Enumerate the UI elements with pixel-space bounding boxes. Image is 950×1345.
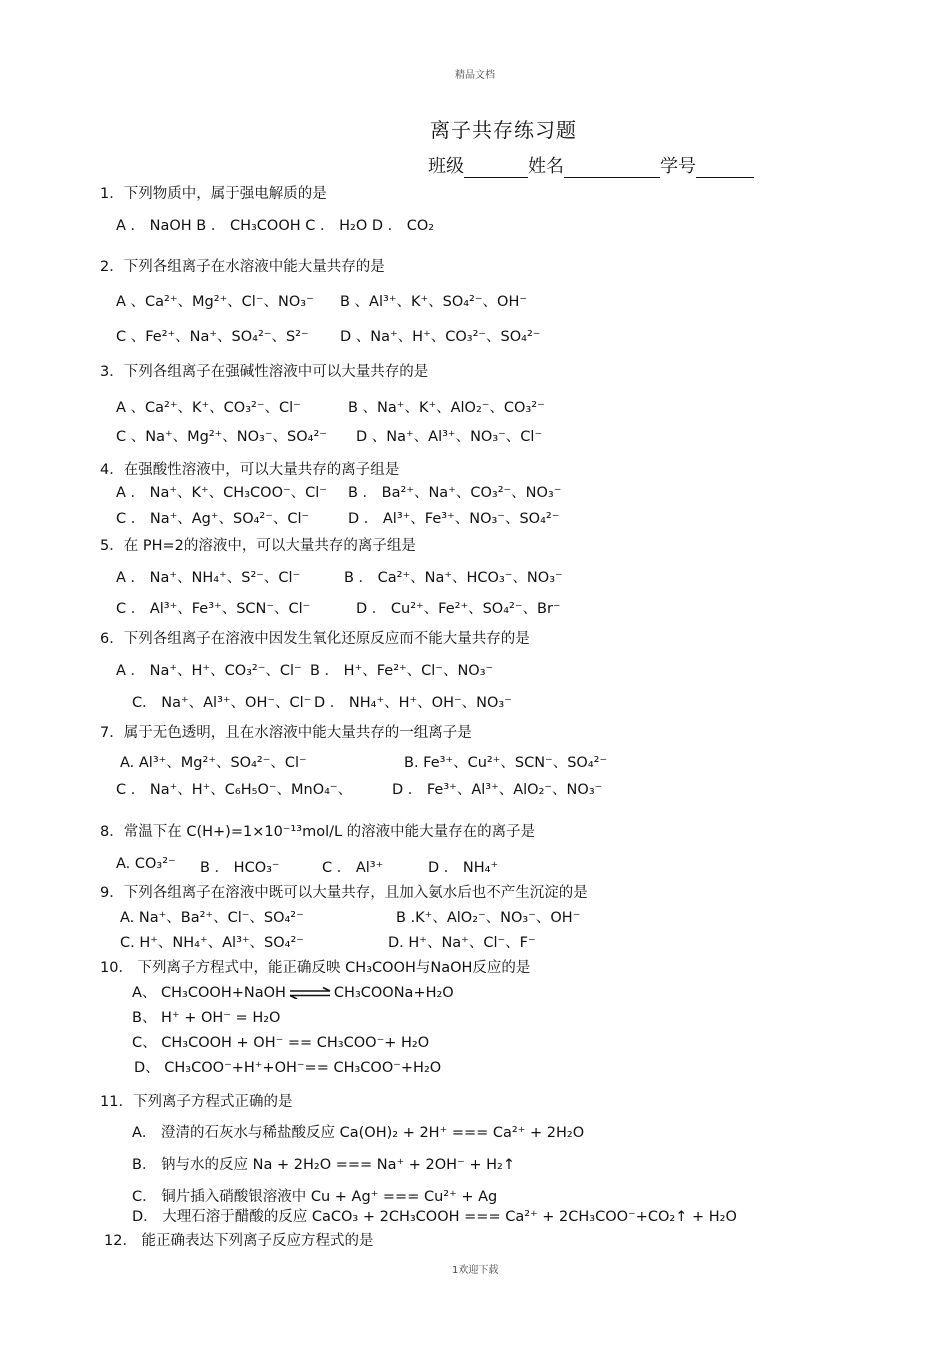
question-option: A. Na⁺、Ba²⁺、Cl⁻、SO₄²⁻ [120,910,304,926]
question-option: B. Fe³⁺、Cu²⁺、SCN⁻、SO₄²⁻ [404,755,608,771]
question-option: D ． NH₄⁺ [428,860,499,876]
name-blank[interactable] [564,159,660,178]
question-option: A. CO₃²⁻ [116,856,176,872]
class-blank[interactable] [464,159,528,178]
question-option: D ． Al³⁺、Fe³⁺、NO₃⁻、SO₄²⁻ [348,511,560,527]
question-stem: 7．属于无色透明，且在水溶液中能大量共存的一组离子是 [100,725,472,741]
question-stem: 2．下列各组离子在水溶液中能大量共存的是 [100,259,385,275]
question-stem: 11．下列离子方程式正确的是 [100,1094,293,1110]
name-label: 姓名 [528,156,564,177]
question-stem: 12． 能正确表达下列离子反应方程式的是 [104,1233,374,1249]
question-option: B ． Ca²⁺、Na⁺、HCO₃⁻、NO₃⁻ [344,570,563,586]
question-option: C 、Fe²⁺、Na⁺、SO₄²⁻、S²⁻ [116,329,309,345]
question-option: A ． Na⁺、H⁺、CO₃²⁻、Cl⁻ [116,663,302,679]
page-header: 精品文档 [455,70,495,81]
question-option: D. H⁺、Na⁺、Cl⁻、F⁻ [388,935,536,951]
question-option: D． 大理石溶于醋酸的反应 CaCO₃ + 2CH₃COOH === Ca²⁺ + 2CH₃COO⁻+CO₂↑ + H₂O [132,1209,737,1225]
question-option: D ． Fe³⁺、Al³⁺、AlO₂⁻、NO₃⁻ [392,782,603,798]
question-option: A. Al³⁺、Mg²⁺、SO₄²⁻、Cl⁻ [120,755,307,771]
question-option: C 、Na⁺、Mg²⁺、NO₃⁻、SO₄²⁻ [116,429,327,445]
question-option: B .K⁺、AlO₂⁻、NO₃⁻、OH⁻ [396,910,581,926]
question-option: D、 CH₃COO⁻+H⁺+OH⁻== CH₃COO⁻+H₂O [134,1060,442,1076]
question-option: C ． Na⁺、H⁺、C₆H₅O⁻、MnO₄⁻、 [116,782,353,798]
question-option: B 、Na⁺、K⁺、AlO₂⁻、CO₃²⁻ [348,400,545,416]
question-stem: 6．下列各组离子在溶液中因发生氧化还原反应而不能大量共存的是 [100,631,530,647]
student-info [428,152,754,178]
question-option: B． 钠与水的反应 Na + 2H₂O === Na⁺ + 2OH⁻ + H₂↑ [132,1157,515,1173]
question-stem: 10． 下列离子方程式中，能正确反映 CH₃COOH与NaOH反应的是 [100,960,531,976]
question-option: B 、Al³⁺、K⁺、SO₄²⁻、OH⁻ [340,294,527,310]
equation-left: A、 CH₃COOH+NaOH [132,985,286,1001]
class-label: 班级 [428,156,464,177]
id-label: 学号 [660,156,696,177]
question-option: A 、Ca²⁺、Mg²⁺、Cl⁻、NO₃⁻ [116,294,314,310]
question-option: C. H⁺、NH₄⁺、Al³⁺、SO₄²⁻ [120,935,304,951]
question-option: B、 H⁺ + OH⁻ = H₂O [132,1010,281,1026]
question-option: B ． HCO₃⁻ [200,860,280,876]
question-option: C． 铜片插入硝酸银溶液中 Cu + Ag⁺ === Cu²⁺ + Ag [132,1189,498,1205]
question-option: A． 澄清的石灰水与稀盐酸反应 Ca(OH)₂ + 2H⁺ === Ca²⁺ + 2H₂O [132,1125,585,1141]
question-option: C、 CH₃COOH + OH⁻ == CH₃COO⁻+ H₂O [132,1035,430,1051]
question-stem: 1．下列物质中，属于强电解质的是 [100,186,327,202]
question-option [132,981,454,1002]
question-option: A 、Ca²⁺、K⁺、CO₃²⁻、Cl⁻ [116,400,301,416]
id-blank[interactable] [696,159,754,178]
page-title: 离子共存练习题 [430,118,577,142]
equation-right: CH₃COONa+H₂O [333,985,454,1001]
question-option: A ． NaOH B ． CH₃COOH C ． H₂O D ． CO₂ [116,218,435,234]
question-option: C ． Na⁺、Ag⁺、SO₄²⁻、Cl⁻ [116,511,310,527]
question-option: C ． Al³⁺ [322,860,384,876]
question-option: D ． NH₄⁺、H⁺、OH⁻、NO₃⁻ [314,695,512,711]
question-option: B ． Ba²⁺、Na⁺、CO₃²⁻、NO₃⁻ [348,485,562,501]
question-stem: 3．下列各组离子在强碱性溶液中可以大量共存的是 [100,364,429,380]
question-stem: 4．在强酸性溶液中，可以大量共存的离子组是 [100,462,400,478]
question-option: D 、Na⁺、H⁺、CO₃²⁻、SO₄²⁻ [340,329,541,345]
question-option: D 、Na⁺、Al³⁺、NO₃⁻、Cl⁻ [356,429,543,445]
question-option: A ． Na⁺、NH₄⁺、S²⁻、Cl⁻ [116,570,301,586]
equilibrium-arrow-icon [288,987,332,999]
question-stem: 8．常温下在 C(H+)=1×10⁻¹³mol/L 的溶液中能大量存在的离子是 [100,824,536,840]
question-stem: 9．下列各组离子在溶液中既可以大量共存，且加入氨水后也不产生沉淀的是 [100,885,588,901]
question-stem: 5．在 PH=2的溶液中，可以大量共存的离子组是 [100,538,416,554]
question-option: D ． Cu²⁺、Fe²⁺、SO₄²⁻、Br⁻ [356,601,561,617]
page-footer: 1欢迎下载 [452,1265,499,1276]
question-option: A ． Na⁺、K⁺、CH₃COO⁻、Cl⁻ [116,485,327,501]
question-option: C． Na⁺、Al³⁺、OH⁻、Cl⁻ [132,695,312,711]
question-option: B ． H⁺、Fe²⁺、Cl⁻、NO₃⁻ [310,663,494,679]
question-option: C ． Al³⁺、Fe³⁺、SCN⁻、Cl⁻ [116,601,311,617]
